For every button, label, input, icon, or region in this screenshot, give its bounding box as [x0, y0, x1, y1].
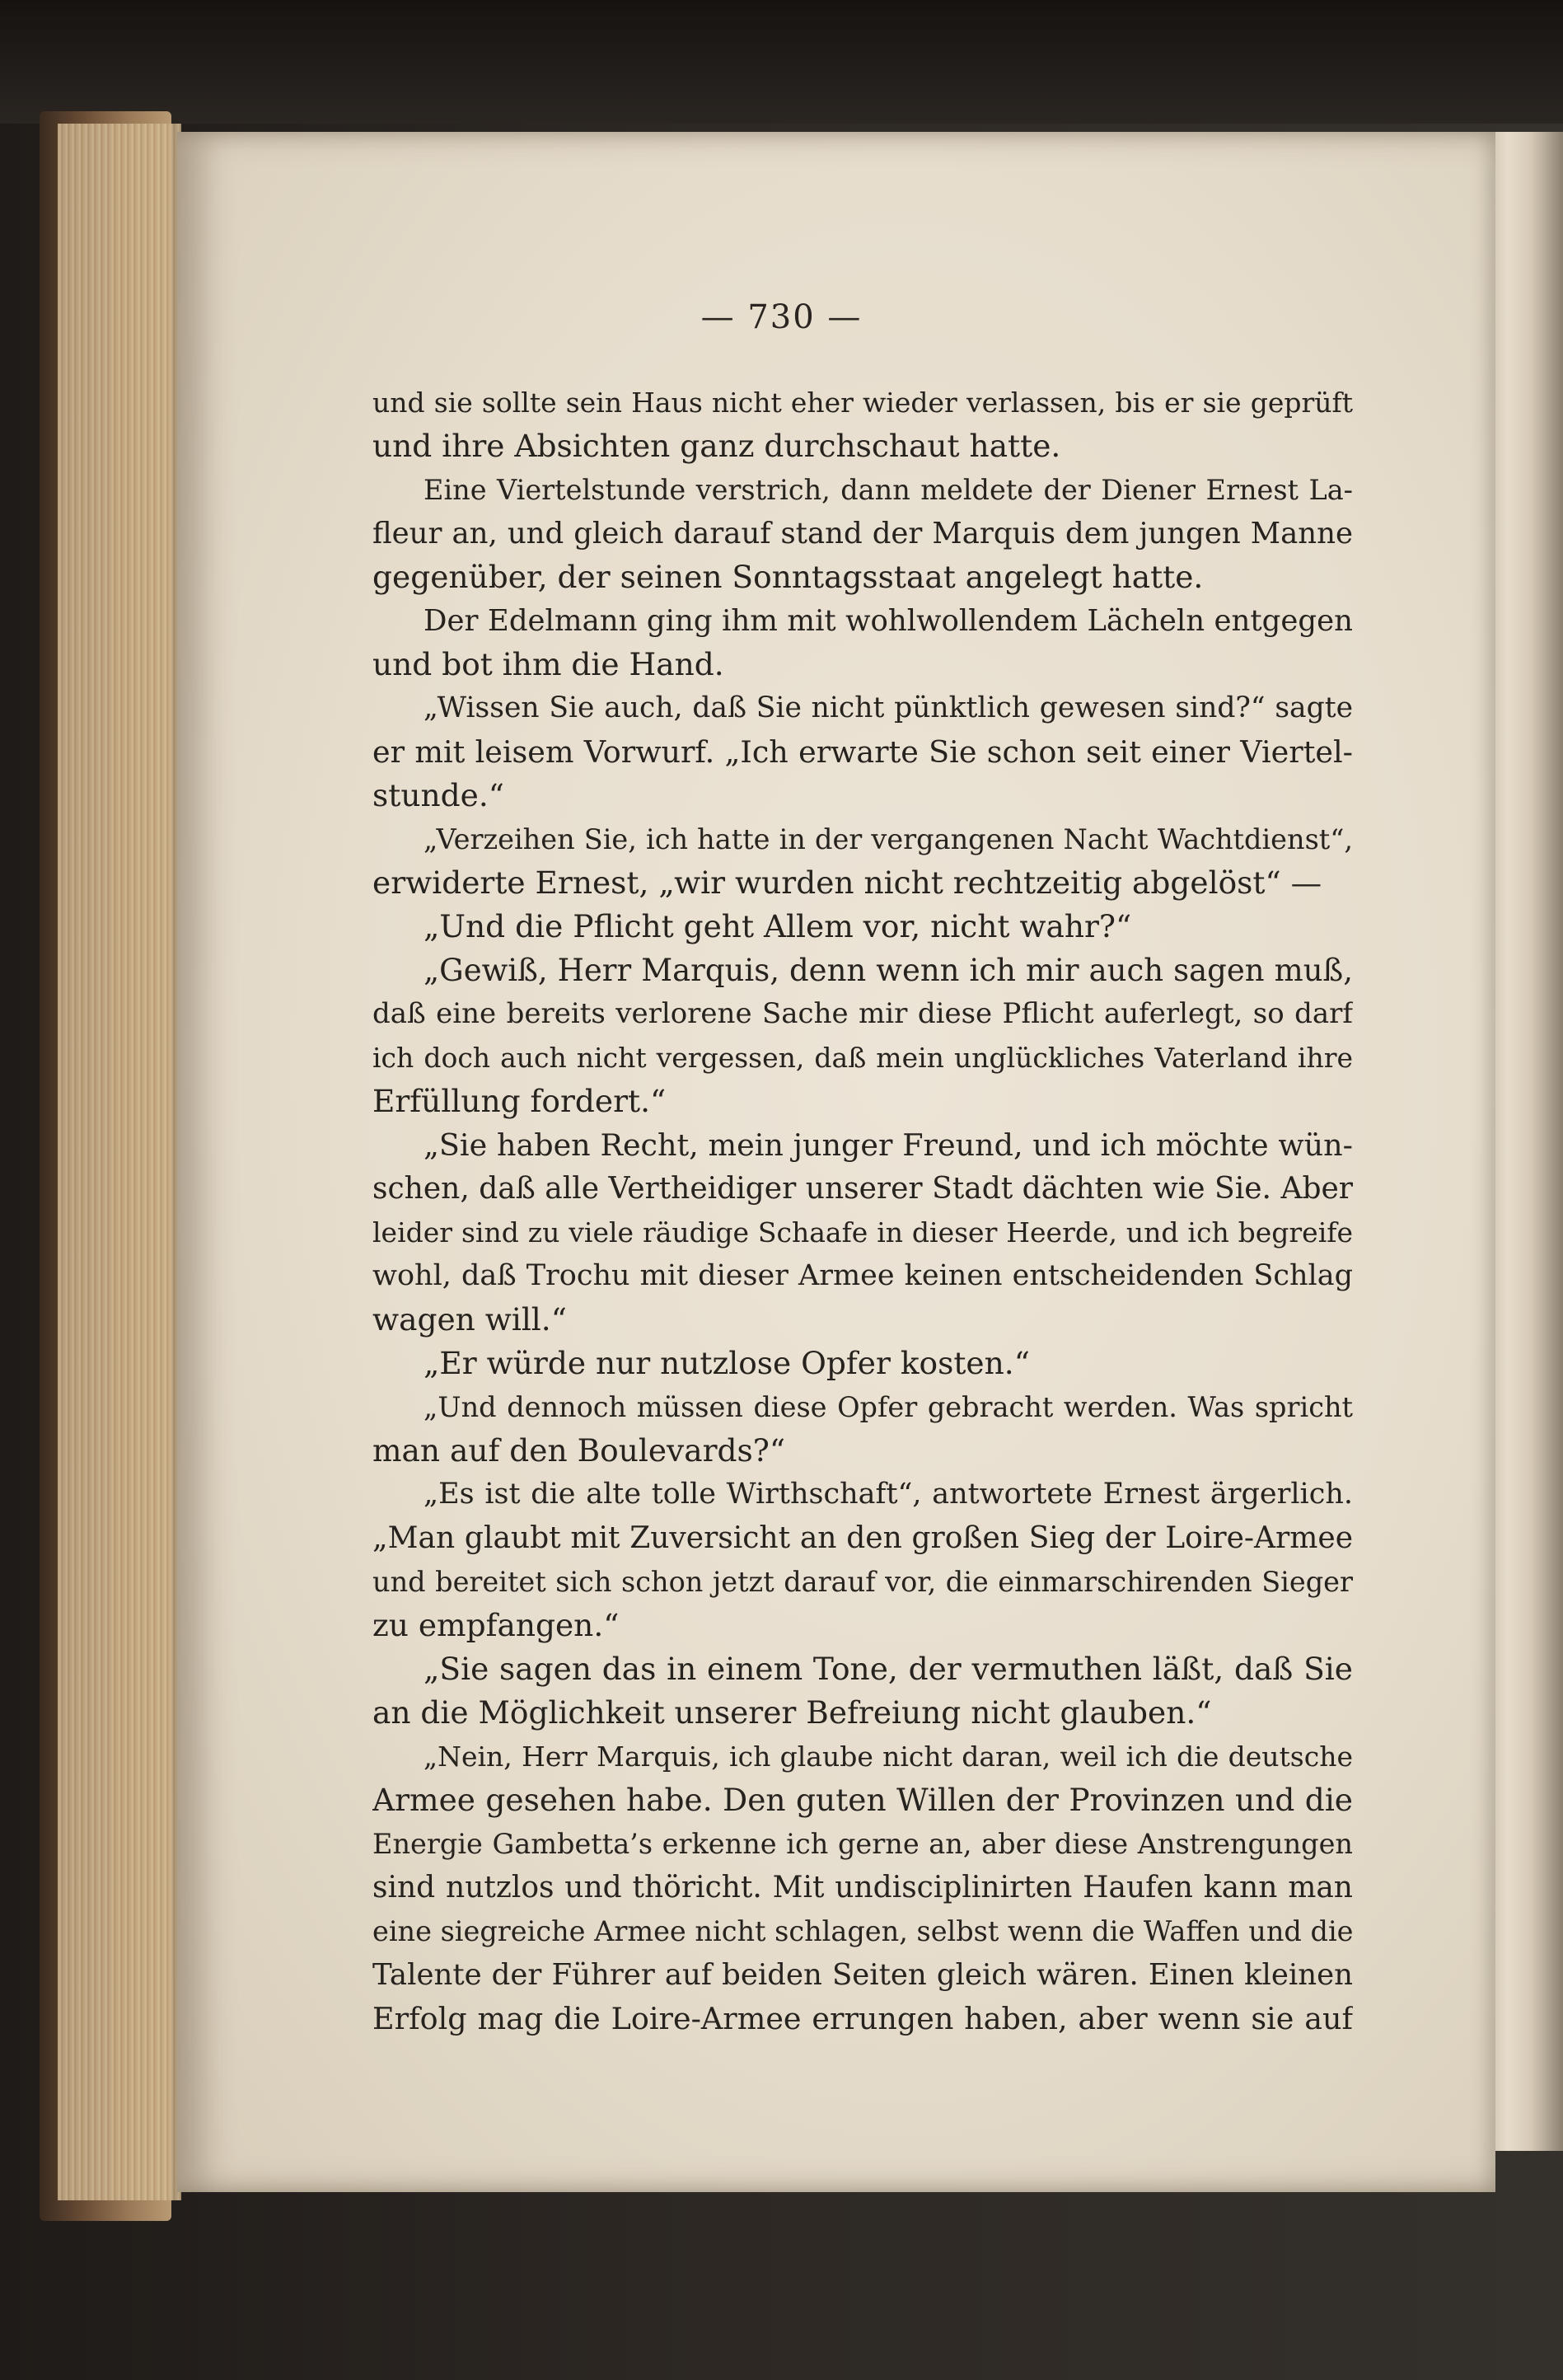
text-line: Der Edelmann ging ihm mit wohlwollendem Lächeln entgegen: [424, 604, 1353, 638]
text-line: „Wissen Sie auch, daß Sie nicht pünktlich gewesen sind?“ sagte: [424, 691, 1353, 724]
text-line: erwiderte Ernest, „wir wurden nicht rechtzeitig abgelöst“ —: [372, 864, 1322, 901]
text-line: wohl, daß Trochu mit dieser Armee keinen entscheidenden Schlag: [372, 1259, 1353, 1292]
text-line: „Verzeihen Sie, ich hatte in der vergangenen Nacht Wachtdienst“,: [424, 823, 1353, 855]
text-line: schen, daß alle Vertheidiger unserer Stadt dächten wie Sie. Aber: [372, 1172, 1353, 1206]
text-line: und sie sollte sein Haus nicht eher wieder verlassen, bis er sie geprüft: [372, 387, 1353, 419]
text-line: Talente der Führer auf beiden Seiten gleich wären. Einen kleinen: [372, 1958, 1353, 1992]
text-line: Eine Viertelstunde verstrich, dann meldete der Diener Ernest La-: [424, 474, 1353, 506]
text-line: er mit leisem Vorwurf. „Ich erwarte Sie schon seit einer Viertel-: [372, 734, 1353, 770]
text-line: Erfüllung fordert.“: [372, 1083, 667, 1119]
text-line: leider sind zu viele räudige Schaafe in dieser Heerde, und ich begreife: [372, 1216, 1353, 1249]
text-line: ich doch auch nicht vergessen, daß mein unglückliches Vaterland ihre: [372, 1042, 1353, 1074]
body-text: [372, 381, 1353, 2040]
text-line: sind nutzlos und thöricht. Mit undisciplinirten Haufen kann man: [372, 1871, 1353, 1904]
text-line: „Sie sagen das in einem Tone, der vermuthen läßt, daß Sie: [424, 1651, 1353, 1687]
text-line: „Und dennoch müssen diese Opfer gebracht werden. Was spricht: [424, 1391, 1353, 1423]
text-line: und ihre Absichten ganz durchschaut hatte.: [372, 428, 1061, 464]
text-line: „Man glaubt mit Zuversicht an den großen Sieg der Loire-Armee: [372, 1521, 1353, 1555]
text-line: wagen will.“: [372, 1301, 567, 1338]
text-line: Erfolg mag die Loire-Armee errungen haben, aber wenn sie auf: [372, 2001, 1353, 2036]
text-line: „Sie haben Recht, mein junger Freund, und ich möchte wün-: [424, 1127, 1353, 1163]
text-line: eine siegreiche Armee nicht schlagen, selbst wenn die Waffen und die: [372, 1915, 1353, 1947]
text-line: „Er würde nur nutzlose Opfer kosten.“: [424, 1345, 1030, 1381]
text-line: „Und die Pflicht geht Allem vor, nicht wahr?“: [424, 908, 1132, 944]
text-line: und bereitet sich schon jetzt darauf vor, die einmarschirenden Sieger: [372, 1566, 1353, 1598]
text-line: gegenüber, der seinen Sonntagsstaat angelegt hatte.: [372, 559, 1204, 595]
text-line: zu empfangen.“: [372, 1607, 620, 1643]
text-line: an die Möglichkeit unserer Befreiung nicht glauben.“: [372, 1694, 1212, 1731]
text-line: fleur an, und gleich darauf stand der Marquis dem jungen Manne: [372, 517, 1353, 550]
background-top: [0, 0, 1563, 124]
text-line: „Nein, Herr Marquis, ich glaube nicht daran, weil ich die deutsche: [424, 1740, 1353, 1773]
text-line: daß eine bereits verlorene Sache mir diese Pflicht auferlegt, so darf: [372, 997, 1353, 1030]
text-line: „Es ist die alte tolle Wirthschaft“, antwortete Ernest ärgerlich.: [424, 1478, 1353, 1511]
text-line: und bot ihm die Hand.: [372, 646, 724, 682]
page-edges-left: [58, 124, 181, 2200]
page-number: — 730 —: [700, 298, 863, 336]
text-line: Energie Gambetta’s erkenne ich gerne an, aber diese Anstrengungen: [372, 1828, 1353, 1860]
text-line: man auf den Boulevards?“: [372, 1432, 786, 1469]
text-line: stunde.“: [372, 777, 504, 813]
text-line: „Gewiß, Herr Marquis, denn wenn ich mir auch sagen muß,: [424, 953, 1353, 988]
text-line: Armee gesehen habe. Den guten Willen der Provinzen und die: [372, 1782, 1353, 1818]
